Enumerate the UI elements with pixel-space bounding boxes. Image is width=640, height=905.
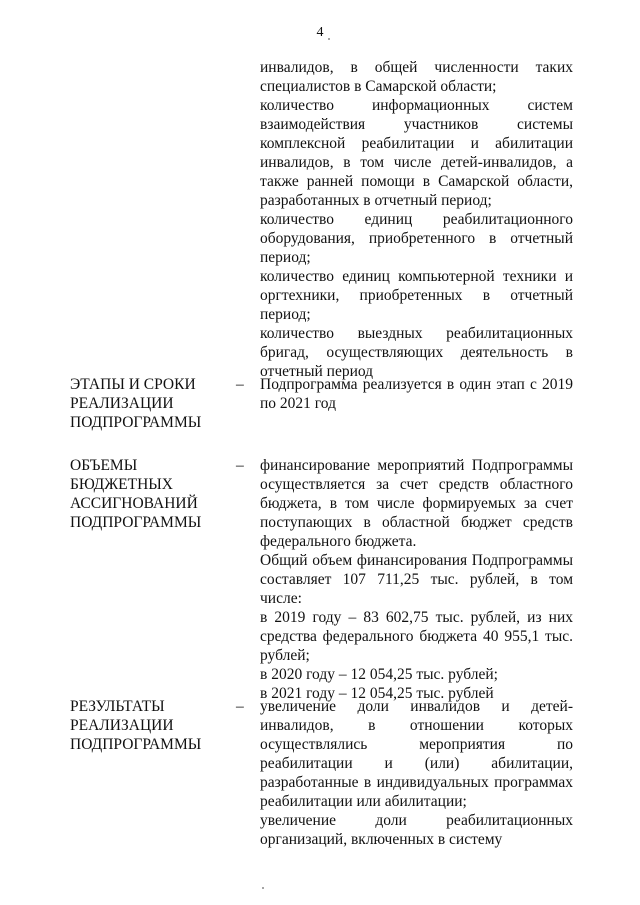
text-line: в 2019 году – 83 602,75 тыс. рублей, из них [260, 609, 573, 626]
text-line: в 2020 году – 12 054,25 тыс. рублей; [260, 666, 498, 683]
text-line: числе: [260, 590, 302, 607]
text-line: количество информационных систем [260, 97, 573, 114]
text-line: финансирование мероприятий Подпрограммы [260, 457, 573, 474]
text-line: инвалидов, в отношении которых [260, 717, 573, 734]
text-line: количество единиц реабилитационного [260, 211, 573, 228]
text-line: количество единиц компьютерной техники и [260, 268, 573, 285]
text-line: взаимодействия участников системы [260, 116, 573, 133]
text-line: бригад, осуществляющих деятельность в [260, 344, 573, 361]
text-line: по 2021 год [260, 395, 336, 412]
text-line: средства федерального бюджета 40 955,1 тыс. [260, 628, 573, 645]
text-line: отчетный период [260, 363, 374, 380]
budget-allocations-text [260, 456, 573, 703]
page-number: 4 [316, 25, 324, 40]
paragraph [260, 267, 573, 324]
text-line: период; [260, 306, 311, 323]
paragraph [260, 551, 573, 608]
paragraph [260, 375, 573, 413]
section-label-line: РЕЗУЛЬТАТЫ [70, 698, 165, 715]
paragraph [260, 811, 573, 849]
text-line: рублей; [260, 647, 310, 664]
text-line: количество выездных реабилитационных [260, 325, 573, 342]
paragraph [260, 697, 573, 811]
text-line: реабилитации или абилитации; [260, 793, 467, 810]
section-label-line: РЕАЛИЗАЦИИ [70, 395, 174, 412]
section-label-line: ПОДПРОГРАММЫ [70, 514, 202, 531]
stages-and-terms-label [70, 375, 220, 432]
text-line: организаций, включенных в систему [260, 831, 503, 848]
text-line: осуществляется за счет средств областного [260, 476, 573, 493]
section-label-line: ЭТАПЫ И СРОКИ [70, 376, 196, 393]
stages-and-terms-text [260, 375, 573, 413]
section-label-line: ОБЪЕМЫ [70, 457, 138, 474]
text-line: Подпрограмма реализуется в один этап с 2019 [260, 376, 573, 393]
paragraph [260, 96, 573, 210]
text-line: разработанных в отчетный период; [260, 192, 492, 209]
text-line: бюджета, в том числе формируемых за счет [260, 495, 573, 512]
section-dash: – [236, 376, 244, 393]
text-line: оргтехники, приобретенных в отчетный [260, 287, 573, 304]
text-line: составляет 107 711,25 тыс. рублей, в том [260, 571, 573, 588]
text-line: инвалидов, в том числе детей-инвалидов, а [260, 154, 573, 171]
text-line: федерального бюджета. [260, 533, 417, 550]
paragraph [260, 456, 573, 551]
intro-text [260, 58, 573, 381]
text-line: разработанные в индивидуальных программах [260, 774, 573, 791]
text-line: осуществлялись мероприятия по [260, 736, 573, 753]
scan-speck [328, 38, 330, 40]
text-line: также ранней помощи в Самарской области, [260, 173, 573, 190]
text-line: поступающих в областной бюджет средств [260, 514, 573, 531]
text-line: оборудования, приобретенного в отчетный [260, 230, 573, 247]
budget-allocations-label [70, 456, 220, 532]
section-label-line: БЮДЖЕТНЫХ [70, 476, 173, 493]
scan-speck [262, 887, 264, 889]
text-line: комплексной реабилитации и абилитации [260, 135, 573, 152]
paragraph [260, 608, 573, 665]
paragraph [260, 324, 573, 381]
section-label-line: РЕАЛИЗАЦИИ [70, 717, 174, 734]
paragraph [260, 210, 573, 267]
paragraph [260, 58, 573, 96]
section-dash: – [236, 698, 244, 715]
section-label-line: ПОДПРОГРАММЫ [70, 414, 202, 431]
text-line: реабилитации и (или) абилитации, [260, 755, 573, 772]
results-text [260, 697, 573, 849]
text-line: период; [260, 249, 311, 266]
section-label-line: АССИГНОВАНИЙ [70, 495, 198, 512]
text-line: Общий объем финансирования Подпрограммы [260, 552, 573, 569]
results-label [70, 697, 220, 754]
text-line: увеличение доли реабилитационных [260, 812, 573, 829]
section-label-line: ПОДПРОГРАММЫ [70, 736, 202, 753]
paragraph [260, 665, 573, 684]
text-line: в 2021 году – 12 054,25 тыс. рублей [260, 685, 494, 702]
text-line: инвалидов, в общей численности таких [260, 59, 573, 76]
section-dash: – [236, 457, 244, 474]
text-line: увеличение доли инвалидов и детей- [260, 698, 573, 715]
text-line: специалистов в Самарской области; [260, 78, 497, 95]
